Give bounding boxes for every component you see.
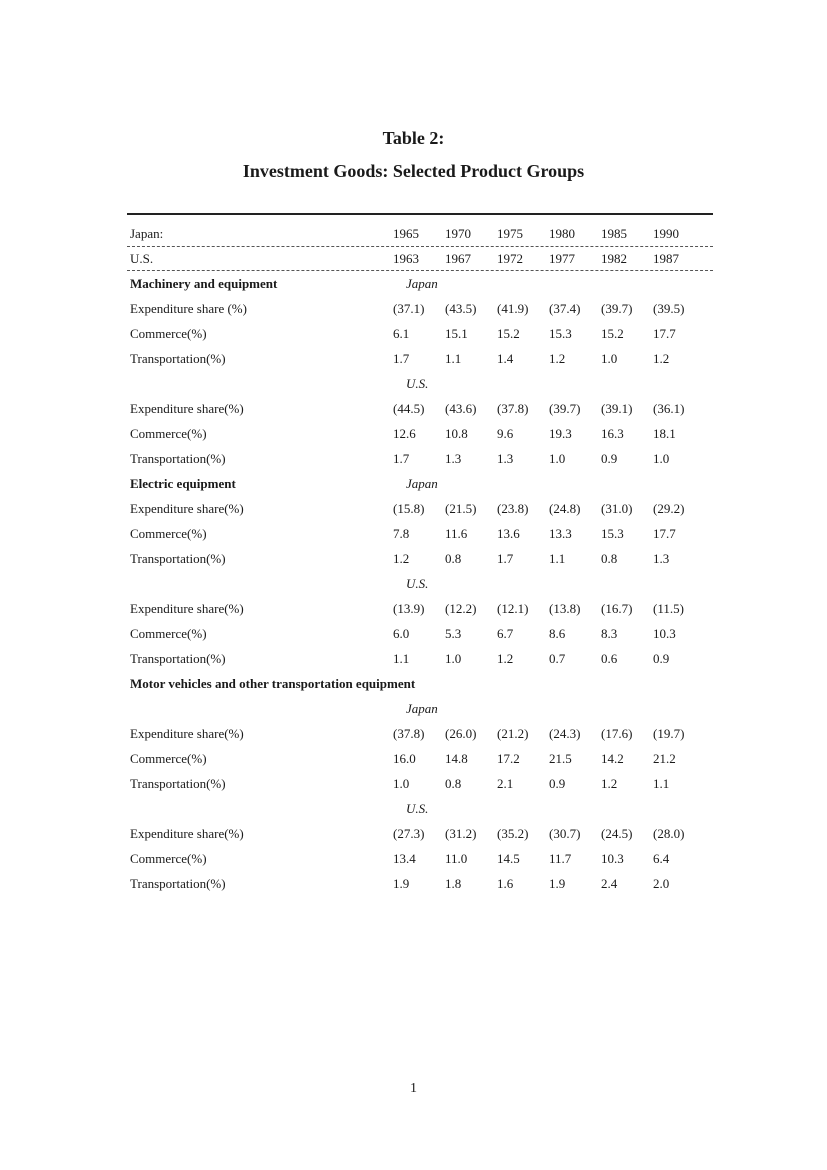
country-subheading: U.S.	[406, 576, 429, 591]
table-cell: 1.1	[445, 351, 462, 366]
table-cell: 6.0	[393, 626, 410, 641]
table-cell: (35.2)	[497, 826, 529, 841]
table-cell: 0.9	[653, 651, 670, 666]
row-label: Transportation(%)	[130, 876, 226, 891]
table-row	[130, 796, 720, 821]
row-label: Commerce(%)	[130, 751, 207, 766]
table-cell: 1.2	[497, 651, 514, 666]
country-subheading: U.S.	[406, 376, 429, 391]
table-cell: 1967	[445, 251, 471, 266]
table-cell: 1.7	[393, 451, 410, 466]
table-cell: (23.8)	[497, 501, 529, 516]
row-label: Japan:	[130, 226, 164, 241]
table-cell: (24.5)	[601, 826, 633, 841]
table-cell: (39.5)	[653, 301, 685, 316]
table-cell: (24.8)	[549, 501, 581, 516]
table-cell: (21.5)	[445, 501, 477, 516]
table-row	[130, 646, 720, 671]
row-label: Commerce(%)	[130, 426, 207, 441]
table-cell: 18.1	[653, 426, 676, 441]
table-cell: 1.8	[445, 876, 462, 891]
table-cell: (44.5)	[393, 401, 425, 416]
table-cell: 11.7	[549, 851, 572, 866]
table-cell: (11.5)	[653, 601, 684, 616]
table-cell: 16.0	[393, 751, 416, 766]
table-cell: 1.7	[497, 551, 514, 566]
table-cell: 10.3	[601, 851, 624, 866]
row-label: Transportation(%)	[130, 551, 226, 566]
row-label: Transportation(%)	[130, 651, 226, 666]
table-cell: 1975	[497, 226, 523, 241]
section-heading: Electric equipment	[130, 476, 236, 491]
table-row	[130, 821, 720, 846]
table-cell: (24.3)	[549, 726, 581, 741]
table-row	[130, 246, 720, 271]
table-cell: 1.6	[497, 876, 514, 891]
country-subheading: U.S.	[406, 801, 429, 816]
table-title: Table 2:	[382, 128, 445, 148]
table-cell: (26.0)	[445, 726, 477, 741]
row-label: Commerce(%)	[130, 851, 207, 866]
table-cell: 15.1	[445, 326, 468, 341]
table-cell: (29.2)	[653, 501, 685, 516]
table-cell: 1.1	[393, 651, 410, 666]
table-row	[130, 596, 720, 621]
page-number: 1	[410, 1081, 417, 1096]
table-cell: 0.8	[601, 551, 618, 566]
table-cell: 1.0	[549, 451, 566, 466]
country-subheading: Japan	[406, 701, 438, 716]
table-cell: 1982	[601, 251, 627, 266]
table-cell: 21.5	[549, 751, 572, 766]
table-cell: 0.8	[445, 551, 462, 566]
table-cell: 10.8	[445, 426, 468, 441]
table-cell: 1.9	[549, 876, 566, 891]
table-cell: 15.3	[549, 326, 572, 341]
data-table	[130, 221, 720, 896]
table-row	[130, 521, 720, 546]
table-cell: 6.7	[497, 626, 514, 641]
section-heading: Motor vehicles and other transportation equipment	[130, 676, 416, 691]
table-cell: (15.8)	[393, 501, 425, 516]
table-cell: 11.6	[445, 526, 468, 541]
table-cell: 6.4	[653, 851, 670, 866]
table-cell: 1990	[653, 226, 679, 241]
table-cell: (37.8)	[497, 401, 529, 416]
table-cell: 8.6	[549, 626, 566, 641]
table-cell: (13.8)	[549, 601, 581, 616]
row-label: Commerce(%)	[130, 326, 207, 341]
table-cell: 2.0	[653, 876, 670, 891]
row-label: Expenditure share(%)	[130, 601, 244, 616]
table-cell: 6.1	[393, 326, 410, 341]
row-label: Expenditure share(%)	[130, 401, 244, 416]
table-cell: 10.3	[653, 626, 676, 641]
table-cell: 9.6	[497, 426, 514, 441]
table-row	[130, 671, 720, 696]
table-cell: 1977	[549, 251, 575, 266]
table-cell: (37.1)	[393, 301, 425, 316]
table-row	[130, 296, 720, 321]
table-cell: 1.0	[393, 776, 410, 791]
table-cell: (37.8)	[393, 726, 425, 741]
table-row	[130, 746, 720, 771]
country-subheading: Japan	[406, 276, 438, 291]
table-cell: 14.2	[601, 751, 624, 766]
table-cell: 1.1	[653, 776, 670, 791]
table-cell: 13.6	[497, 526, 520, 541]
table-cell: 1.0	[445, 651, 462, 666]
table-cell: (16.7)	[601, 601, 633, 616]
table-cell: 1.1	[549, 551, 566, 566]
section-heading: Machinery and equipment	[130, 276, 278, 291]
table-cell: 0.9	[601, 451, 618, 466]
table-cell: (43.6)	[445, 401, 477, 416]
row-label: Commerce(%)	[130, 626, 207, 641]
table-cell: 1.7	[393, 351, 410, 366]
table-cell: 1965	[393, 226, 419, 241]
table-cell: 1980	[549, 226, 575, 241]
table-cell: 1985	[601, 226, 627, 241]
table-row	[130, 396, 720, 421]
table-cell: (17.6)	[601, 726, 633, 741]
table-row	[130, 621, 720, 646]
table-cell: 1.4	[497, 351, 514, 366]
table-row	[130, 721, 720, 746]
table-cell: (12.1)	[497, 601, 529, 616]
table-cell: 15.2	[601, 326, 624, 341]
table-cell: 2.1	[497, 776, 514, 791]
table-row	[130, 346, 720, 371]
table-cell: 0.7	[549, 651, 566, 666]
row-label: Transportation(%)	[130, 351, 226, 366]
table-row	[130, 421, 720, 446]
table-cell: 1.2	[549, 351, 566, 366]
row-label: Commerce(%)	[130, 526, 207, 541]
table-cell: (19.7)	[653, 726, 685, 741]
table-cell: 17.7	[653, 326, 676, 341]
table-row	[130, 321, 720, 346]
table-cell: (13.9)	[393, 601, 425, 616]
table-cell: 13.3	[549, 526, 572, 541]
table-row	[130, 771, 720, 796]
table-cell: 14.8	[445, 751, 468, 766]
table-cell: 15.2	[497, 326, 520, 341]
table-cell: 17.7	[653, 526, 676, 541]
table-cell: (31.2)	[445, 826, 477, 841]
table-row	[130, 271, 720, 296]
table-cell: 1.2	[393, 551, 410, 566]
table-row	[130, 446, 720, 471]
table-cell: (21.2)	[497, 726, 529, 741]
table-row	[130, 221, 720, 246]
table-cell: 1.0	[653, 451, 670, 466]
row-label: U.S.	[130, 251, 154, 266]
table-cell: (28.0)	[653, 826, 685, 841]
table-row	[130, 846, 720, 871]
table-row	[130, 571, 720, 596]
table-cell: (43.5)	[445, 301, 477, 316]
table-cell: 1972	[497, 251, 523, 266]
table-cell: 17.2	[497, 751, 520, 766]
table-cell: (31.0)	[601, 501, 633, 516]
table-cell: 11.0	[445, 851, 468, 866]
table-cell: 15.3	[601, 526, 624, 541]
table-cell: 1.9	[393, 876, 410, 891]
row-label: Expenditure share(%)	[130, 726, 244, 741]
table-cell: (30.7)	[549, 826, 581, 841]
table-row	[130, 371, 720, 396]
table-cell: 1.3	[497, 451, 514, 466]
table-cell: 12.6	[393, 426, 416, 441]
table-cell: (27.3)	[393, 826, 425, 841]
table-cell: 1.2	[653, 351, 670, 366]
table-cell: 1.0	[601, 351, 618, 366]
table-cell: 1987	[653, 251, 679, 266]
table-row	[130, 471, 720, 496]
table-row	[130, 546, 720, 571]
table-cell: (39.1)	[601, 401, 633, 416]
table-cell: 13.4	[393, 851, 416, 866]
table-cell: 1963	[393, 251, 419, 266]
table-row	[130, 871, 720, 896]
table-cell: (37.4)	[549, 301, 581, 316]
row-label: Expenditure share(%)	[130, 501, 244, 516]
table-cell: 1.2	[601, 776, 618, 791]
table-cell: (12.2)	[445, 601, 477, 616]
table-row	[130, 696, 720, 721]
table-subtitle: Investment Goods: Selected Product Groups	[242, 161, 585, 181]
table-cell: 16.3	[601, 426, 624, 441]
row-label: Transportation(%)	[130, 451, 226, 466]
table-cell: 21.2	[653, 751, 676, 766]
country-subheading: Japan	[406, 476, 438, 491]
row-label: Transportation(%)	[130, 776, 226, 791]
table-row	[130, 496, 720, 521]
table-cell: 8.3	[601, 626, 618, 641]
table-cell: 1970	[445, 226, 471, 241]
table-cell: (41.9)	[497, 301, 529, 316]
table-cell: 2.4	[601, 876, 618, 891]
table-cell: 0.9	[549, 776, 566, 791]
table-cell: 1.3	[653, 551, 670, 566]
table-cell: 0.8	[445, 776, 462, 791]
row-label: Expenditure share(%)	[130, 826, 244, 841]
table-cell: 19.3	[549, 426, 572, 441]
table-cell: (39.7)	[601, 301, 633, 316]
table-cell: 0.6	[601, 651, 618, 666]
table-cell: 1.3	[445, 451, 462, 466]
table-cell: 14.5	[497, 851, 520, 866]
row-label: Expenditure share (%)	[130, 301, 247, 316]
table-cell: 5.3	[445, 626, 462, 641]
table-cell: (36.1)	[653, 401, 685, 416]
table-top-rule	[127, 213, 713, 215]
table-cell: 7.8	[393, 526, 410, 541]
table-cell: (39.7)	[549, 401, 581, 416]
